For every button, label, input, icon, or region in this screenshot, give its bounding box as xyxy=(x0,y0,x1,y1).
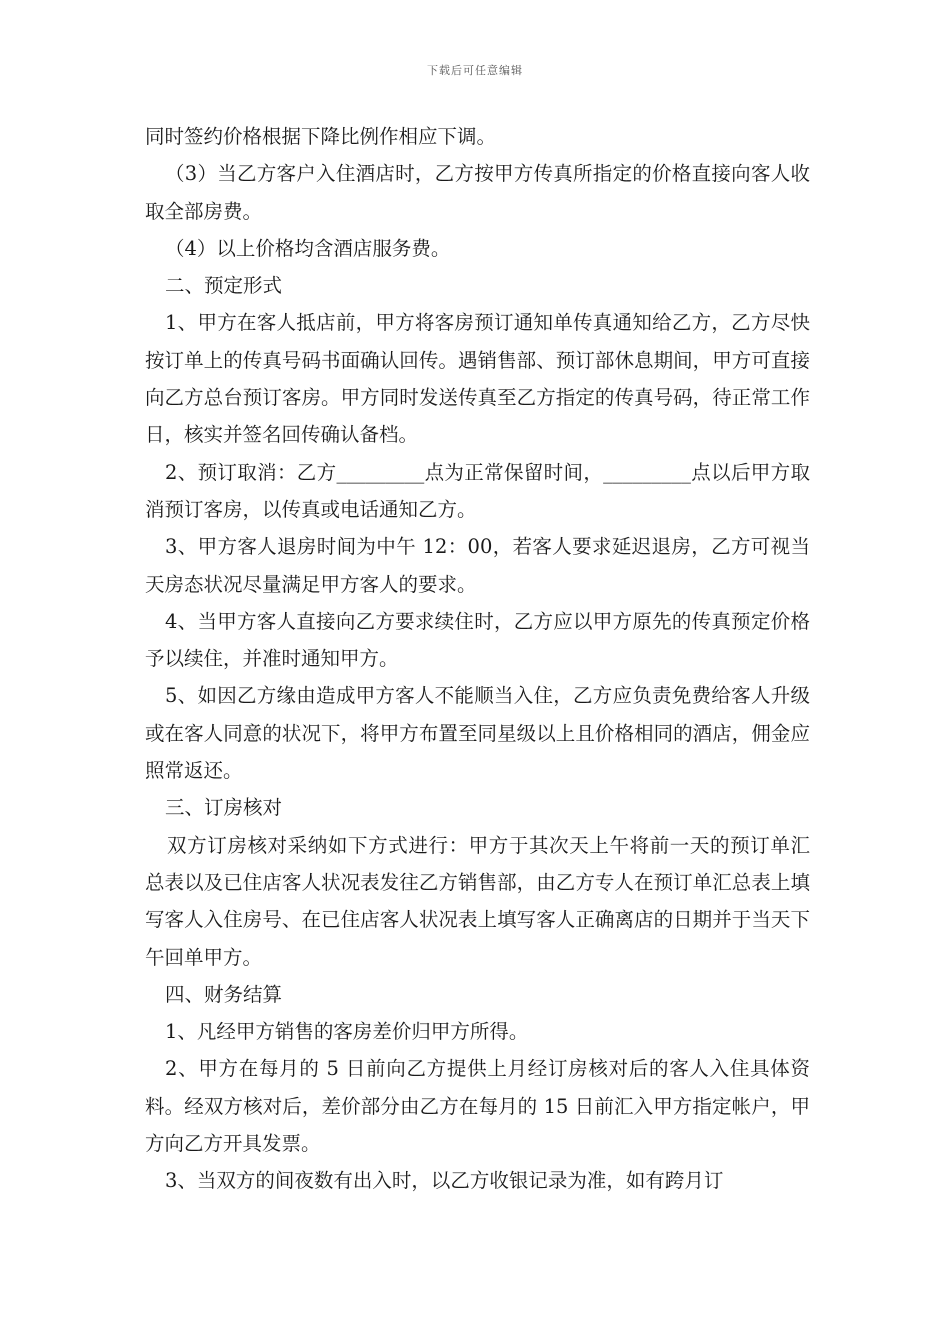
paragraph-booking-3: 3、甲方客人退房时间为中午 12：00，若客人要求延迟退房，乙方可视当天房态状况尽量满足甲方客人的要求。 xyxy=(145,535,810,596)
page-header: 下载后可任意编辑 xyxy=(427,64,523,77)
section-heading-verification: 三、订房核对 xyxy=(165,796,283,820)
paragraph-booking-4: 4、当甲方客人直接向乙方要求续住时，乙方应以甲方原先的传真预定价格予以续住，并准时通知甲方。 xyxy=(145,609,810,671)
paragraph-item-3: （3）当乙方客户入住酒店时，乙方按甲方传真所指定的价格直接向客人收取全部房费。 xyxy=(145,162,810,223)
section-heading-booking-form: 二、预定形式 xyxy=(165,274,283,298)
paragraph-booking-2: 2、预订取消：乙方_________点为正常保留时间，_________点以后甲方取消预订客房，以传真或电话通知乙方。 xyxy=(145,460,810,521)
document-body xyxy=(145,118,810,1200)
paragraph-booking-1: 1、甲方在客人抵店前，甲方将客房预订通知单传真通知给乙方，乙方尽快按订单上的传真号码书面确认回传。遇销售部、预订部休息期间，甲方可直接向乙方总台预订客房。甲方同时发送传真至乙方指定的传真号码，待正常工作日，核实并签名回传确认备档。 xyxy=(145,311,810,447)
paragraph-settlement-1: 1、凡经甲方销售的客房差价归甲方所得。 xyxy=(165,1020,529,1044)
paragraph-settlement-3: 3、当双方的间夜数有出入时，以乙方收银记录为准，如有跨月订 xyxy=(165,1169,724,1193)
paragraph-price-adjust: 同时签约价格根据下降比例作相应下调。 xyxy=(145,125,497,148)
paragraph-settlement-2: 2、甲方在每月的 5 日前向乙方提供上月经订房核对后的客人入住具体资料。经双方核对后，差价部分由乙方在每月的 15 日前汇入甲方指定帐户，甲方向乙方开具发票。 xyxy=(145,1057,810,1156)
paragraph-booking-5: 5、如因乙方缘由造成甲方客人不能顺当入住，乙方应负责免费给客人升级或在客人同意的状况下，将甲方布置至同星级以上且价格相同的酒店，佣金应照常返还。 xyxy=(145,684,810,783)
paragraph-item-4: （4）以上价格均含酒店服务费。 xyxy=(165,236,451,260)
section-heading-settlement: 四、财务结算 xyxy=(165,982,283,1006)
paragraph-verification: 双方订房核对采纳如下方式进行：甲方于其次天上午将前一天的预订单汇总表以及已住店客人状况表发往乙方销售部，由乙方专人在预订单汇总表上填写客人入住房号、在已住店客人状况表上填写客人正确离店的日期并于当天下午回单甲方。 xyxy=(145,833,810,969)
